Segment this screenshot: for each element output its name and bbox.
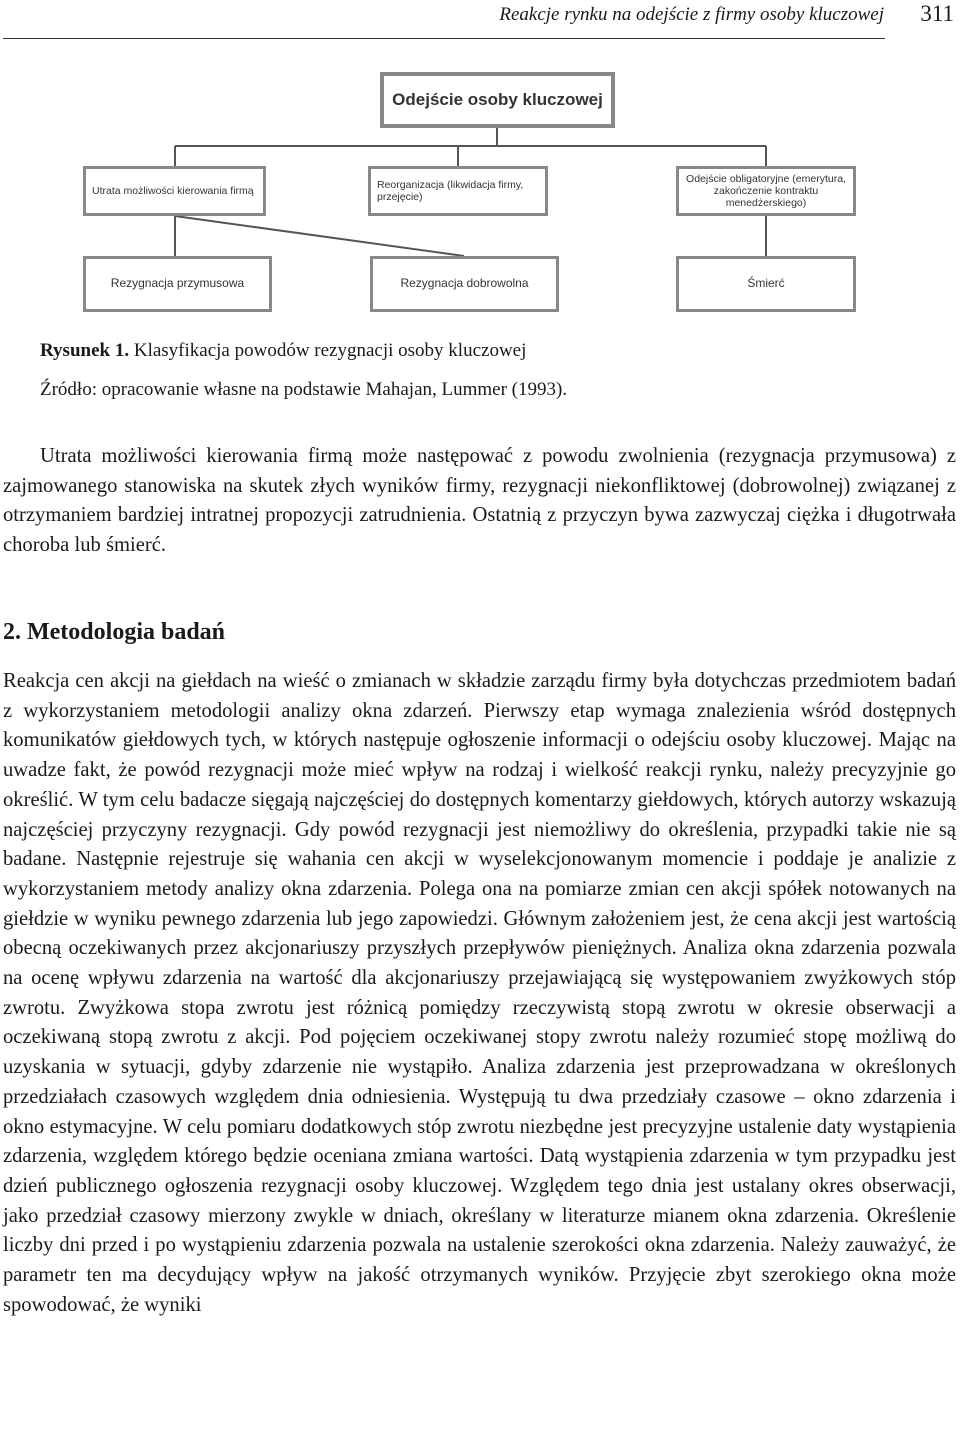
figure-caption xyxy=(40,340,526,362)
diagram-box-reorganization: Reorganizacja (likwidacja firmy, przejęcie) xyxy=(368,166,548,216)
figure-caption-text: Klasyfikacja powodów rezygnacji osoby kluczowej xyxy=(129,340,527,361)
diagram-box-obligatory-departure: Odejście obligatoryjne (emerytura, zakończenie kontraktu menedżerskiego) xyxy=(676,166,856,216)
page-header xyxy=(3,0,960,40)
diagram-box-death: Śmierć xyxy=(676,256,856,312)
diagram-box-forced-resignation: Rezygnacja przymusowa xyxy=(83,256,272,312)
diagram-box-loss-of-control: Utrata możliwości kierowania firmą xyxy=(83,166,266,216)
body-paragraph-1: Utrata możliwości kierowania firmą może następować z powodu zwolnienia (rezygnacja przymusowa) z zajmowanego stanowiska na skutek złych wyników firmy, rezygnacji niekonfliktowej (dobrowolnej) związanej z otrzymaniem bardziej intratnej propozycji zatrudnienia. Ostatnią z przyczyn bywa zazwyczaj ciężka i długotrwała choroba lub śmierć. xyxy=(3,445,956,557)
header-rule xyxy=(3,38,885,39)
classification-diagram xyxy=(80,70,860,315)
running-title: Reakcje rynku na odejście z firmy osoby kluczowej xyxy=(499,4,884,25)
figure-source: Źródło: opracowanie własne na podstawie Mahajan, Lummer (1993). xyxy=(40,379,568,400)
diagram-box-voluntary-resignation: Rezygnacja dobrowolna xyxy=(370,256,559,312)
body-paragraph-2: Reakcja cen akcji na giełdach na wieść o zmianach w składzie zarządu firmy była dotychczas przedmiotem badań z wykorzystaniem metodologii analizy okna zdarzeń. Pierwszy etap wymaga znalezienia wśród dostępnych komunikatów giełdowych tych, w których następuje ogłoszenie informacji o odejściu osoby kluczowej. Mając na uwadze fakt, że powód rezygnacji może mieć wpływ na rodzaj i wielkość reakcji rynku, należy precyzyjnie go określić. W tym celu badacze sięgają najczęściej do dostępnych komentarzy giełdowych, których autorzy wskazują najczęściej przyczyny rezygnacji. Gdy powód rezygnacji jest niemożliwy do określenia, przypadki takie nie są badane. Następnie rejestruje się wahania cen akcji w wyselekcjonowanym momencie i poddaje je analizie z wykorzystaniem metody analizy okna zdarzenia. Polega ona na pomiarze zmian cen akcji spółek notowanych na giełdzie w wyniku pewnego zdarzenia lub jego zapowiedzi. Głównym założeniem jest, że cena akcji jest wartością obecną oczekiwanych przez akcjonariuszy przyszłych przepływów pieniężnych. Analiza okna zdarzenia pozwala na ocenę wpływu zdarzenia na wartość dla akcjonariuszy przejawiającą się występowaniem zwyżkowych stóp zwrotu. Zwyżkowa stopa zwrotu jest różnicą pomiędzy rzeczywistą stopą zwrotu w okresie obserwacji a oczekiwaną stopą zwrotu z akcji. Pod pojęciem oczekiwanej stopy zwrotu należy rozumieć stopę możliwą do uzyskania w sytuacji, gdyby zdarzenie nie wystąpiło. Analiza zdarzenia jest przeprowadzana w określonych przedziałach czasowych względem dnia odniesienia. Występują tu dwa przedziały czasowe – okno zdarzenia i okno estymacyjne. W celu pomiaru dodatkowych stóp zwrotu niezbędne jest precyzyjne ustalenie daty wystąpienia zdarzenia, względem którego będzie oceniana zmiana wartości. Datą wystąpienia zdarzenia w tym przypadku jest dzień publicznego ogłoszenia rezygnacji osoby kluczowej. Względem tego dnia jest ustalany okres obserwacji, jako przedział czasowy mierzony zwykle w dniach, określany w literaturze mianem okna zdarzenia. Określenie liczby dni przed i po wystąpieniu zdarzenia pozwala na ustalenie szerokości okna zdarzenia. Należy zauważyć, że parametr ten ma decydujący wpływ na jakość otrzymanych wyników. Przyjęcie zbyt szerokiego okna może spowodować, że wyniki xyxy=(3,670,956,1316)
diagram-root-box: Odejście osoby kluczowej xyxy=(380,72,615,128)
section-heading: 2. Metodologia badań xyxy=(3,619,226,645)
figure-caption-label: Rysunek 1. xyxy=(40,340,130,361)
page-number: 311 xyxy=(920,1,954,26)
